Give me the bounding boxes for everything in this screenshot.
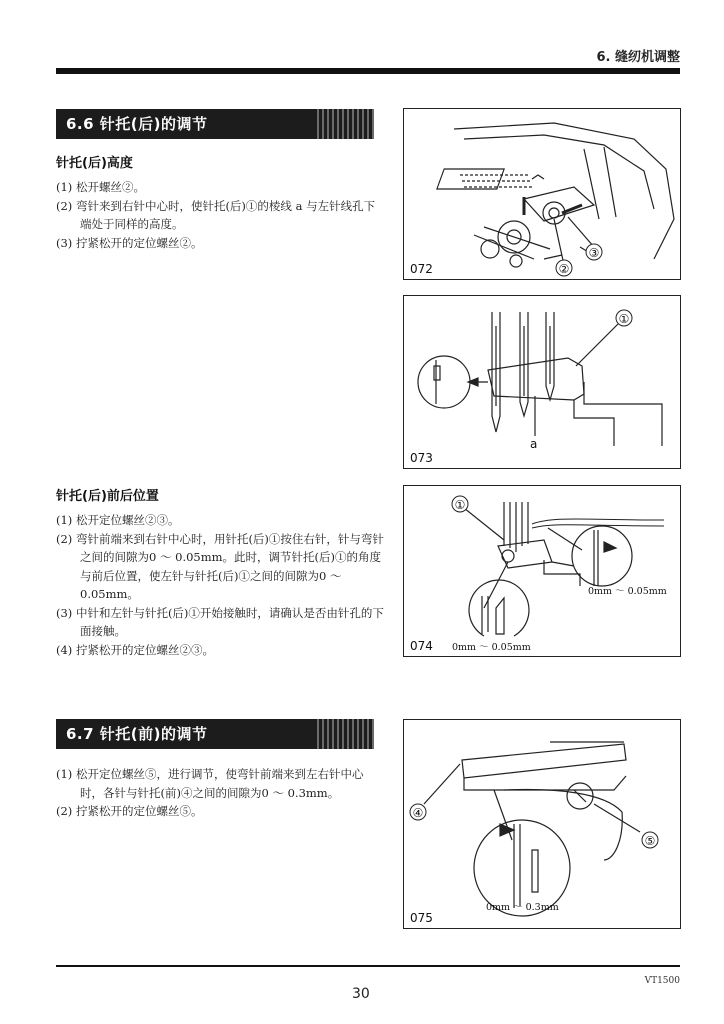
gap-label: 0mm ～ 0.3mm [486, 902, 559, 913]
callout-label: ③ [588, 246, 600, 260]
callout-screw-2 [556, 260, 572, 276]
figure-072 [403, 108, 681, 280]
figure-073-illustration [404, 296, 681, 469]
needle-guard-height-steps [56, 178, 386, 252]
callout-needle-guard-1 [452, 496, 468, 512]
callout-label: ⑤ [644, 834, 656, 848]
section-6-7-title: 6.7 针托(前)的调节 [56, 719, 374, 749]
callout-screw-5 [642, 832, 658, 848]
step-item: (2) 弯针前端来到右针中心时，用针托(后)①按住右针，针与弯针之间的间隙为0 ～ 0.05mm。此时，调节针托(后)①的角度与前后位置，使左针与针托(后)①之间的间隙为0 ～ 0.05mm。 [56, 531, 384, 601]
needle-guard-position-steps [56, 511, 386, 659]
step-item: (2) 拧紧松开的定位螺丝⑤。 [56, 804, 203, 818]
section-6-6-title: 6.6 针托(后)的调节 [56, 109, 374, 139]
gap-label-right: 0mm ～ 0.05mm [588, 586, 667, 597]
step-item: (4) 拧紧松开的定位螺丝②③。 [56, 642, 214, 657]
figure-075 [403, 719, 681, 929]
callout-front-guard-4 [410, 804, 426, 820]
step-item: (3) 拧紧松开的定位螺丝②。 [56, 235, 203, 250]
figure-074-illustration [404, 486, 681, 657]
chapter-title: 6. 缝纫机调整 [596, 50, 680, 65]
callout-label: ② [558, 262, 570, 276]
figure-number: 074 [410, 639, 433, 653]
needle-guard-height-heading: 针托(后)高度 [56, 156, 133, 171]
header-rule [56, 68, 680, 74]
step-item: (3) 中针和左针与针托(后)①开始接触时，请确认是否由针孔的下面接触。 [56, 605, 384, 638]
callout-label: ① [454, 498, 466, 512]
needle-guard-position-heading: 针托(后)前后位置 [56, 489, 159, 504]
front-needle-guard-steps [56, 765, 386, 821]
callout-edge-a: a [530, 437, 538, 451]
figure-number: 073 [410, 451, 433, 465]
figure-073 [403, 295, 681, 469]
step-item: (1) 松开螺丝②。 [56, 180, 145, 194]
figure-075-illustration [404, 720, 681, 929]
step-item: (1) 松开定位螺丝⑤，进行调节，使弯针前端来到左右针中心时，各针与针托(前)④之间的间隙为0 ～ 0.3mm。 [56, 767, 364, 800]
step-item: (1) 松开定位螺丝②③。 [56, 513, 180, 527]
footer-rule [56, 965, 680, 967]
figure-072-illustration [404, 109, 681, 280]
step-item: (2) 弯针来到右针中心时，使针托(后)①的棱线 a 与左针线孔下端处于同样的高度。 [56, 198, 376, 231]
callout-needle-guard-1 [616, 310, 632, 326]
figure-074 [403, 485, 681, 657]
figure-number: 072 [410, 262, 433, 276]
page-number: 30 [352, 986, 370, 1002]
callout-screw-3 [586, 244, 602, 260]
gap-label-left: 0mm ～ 0.05mm [452, 642, 531, 653]
callout-label: ① [618, 312, 630, 326]
callout-label: ④ [412, 806, 424, 820]
model-code: VT1500 [644, 976, 680, 986]
figure-number: 075 [410, 911, 433, 925]
